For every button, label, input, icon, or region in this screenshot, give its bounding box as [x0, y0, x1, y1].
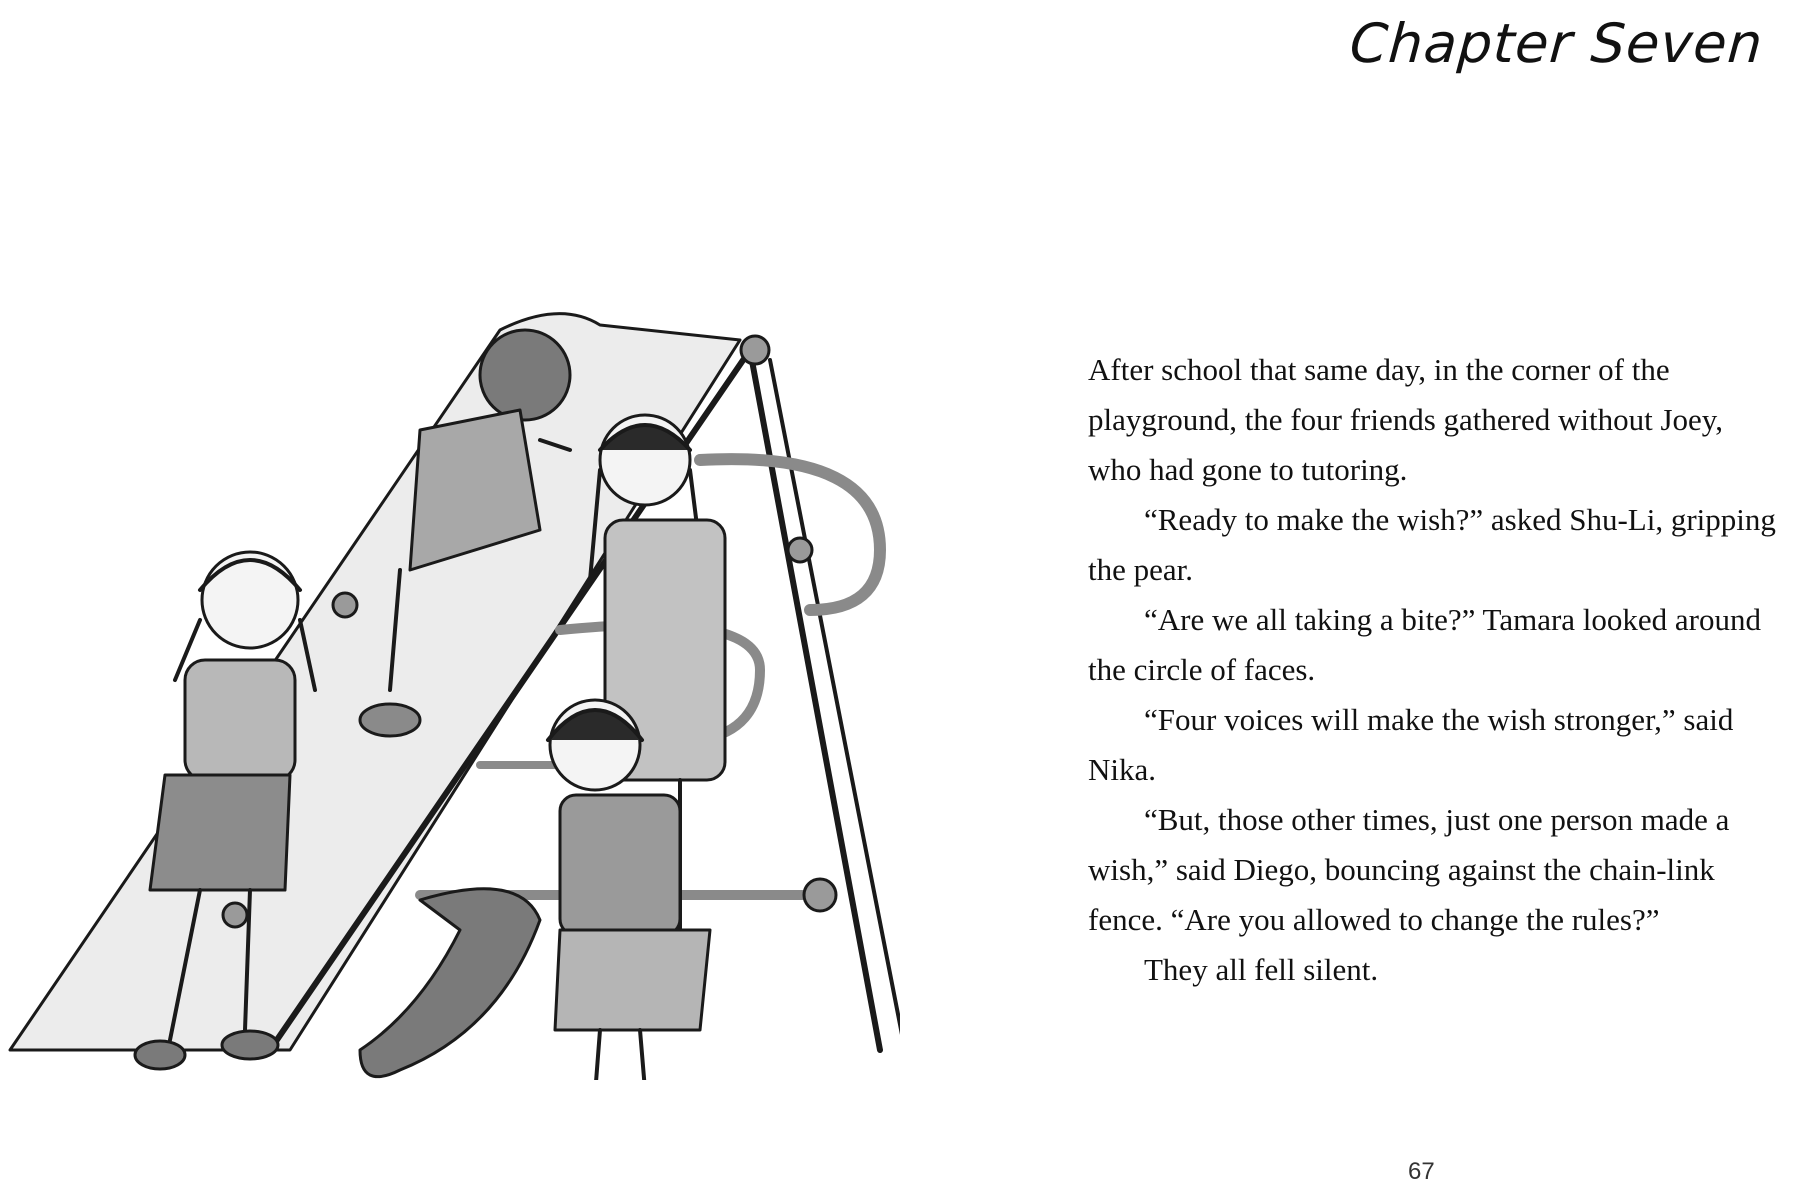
- paragraph: They all fell silent.: [1144, 952, 1379, 987]
- paragraph: “Four voices will make the wish stronger,” said Nika.: [1088, 702, 1734, 787]
- page-number: 67: [1408, 1158, 1435, 1185]
- paragraph: “Are we all taking a bite?” Tamara looked around the circle of faces.: [1088, 602, 1761, 687]
- chapter-body-text: [1088, 345, 1778, 995]
- paragraph: “Ready to make the wish?” asked Shu-Li, gripping the pear.: [1088, 502, 1776, 587]
- playground-illustration: [0, 150, 900, 1080]
- curved-ladder: [360, 889, 540, 1077]
- chapter-title: Chapter Seven: [1347, 12, 1766, 75]
- paragraph: “But, those other times, just one person made a wish,” said Diego, bouncing against the chain-link fence. “Are you allowed to change the rules?”: [1088, 802, 1730, 937]
- paragraph: After school that same day, in the corner of the playground, the four friends gathered without Joey, who had gone to tutoring.: [1088, 352, 1724, 487]
